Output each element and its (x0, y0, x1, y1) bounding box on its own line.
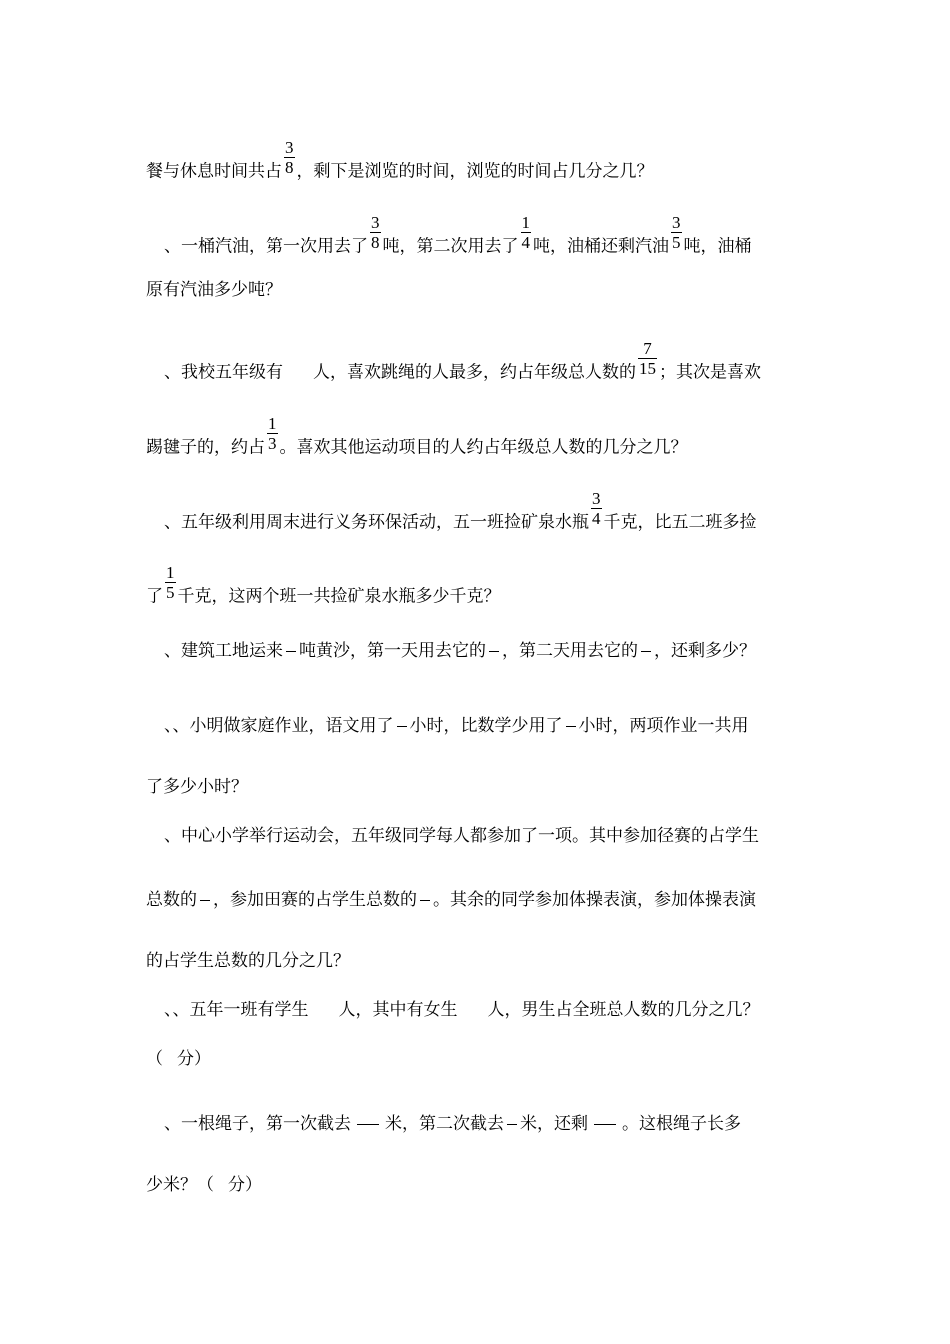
text: 分） (228, 1175, 262, 1195)
text: ，第二天用去它的 (502, 641, 638, 661)
problem-6-line-2 (146, 890, 756, 910)
blank-fraction (397, 726, 407, 727)
fraction-1-4 (521, 213, 532, 252)
text: 、我校五年级有 (164, 362, 283, 383)
text: 餐与休息时间共占 (146, 161, 282, 182)
problem-1-line-2 (146, 280, 282, 300)
text: 总数的 (146, 890, 197, 910)
text: 、、五年一班有学生 (164, 1000, 309, 1020)
denominator: 5 (672, 233, 681, 252)
problem-8-line-2 (146, 1175, 262, 1195)
denominator: 4 (521, 233, 530, 252)
fraction-3-4 (591, 489, 602, 528)
text: 吨，第二次用去了 (382, 236, 519, 257)
text: ，参加田赛的占学生总数的 (213, 890, 417, 910)
blank-fraction (357, 1124, 379, 1125)
problem-7-line-2 (146, 1049, 211, 1069)
text: 吨黄沙，第一天用去它的 (299, 641, 486, 661)
problem-4-line-1 (164, 641, 756, 661)
text: 少米？（ (146, 1175, 214, 1195)
text: 千克，比五二班多捡 (603, 512, 757, 533)
problem-2-line-1 (164, 339, 761, 392)
blank-fraction (420, 900, 430, 901)
numerator: 3 (672, 213, 681, 232)
numerator: 1 (268, 414, 277, 433)
text: 人，喜欢跳绳的人最多，约占年级总人数的 (313, 362, 636, 383)
denominator: 8 (371, 233, 380, 252)
blank-fraction (286, 651, 296, 652)
fraction-3-8 (284, 138, 295, 177)
text: 、、小明做家庭作业，语文用了 (164, 716, 394, 736)
blank-fraction (507, 1124, 517, 1125)
denominator: 4 (592, 509, 601, 528)
fraction-3-8 (370, 213, 381, 252)
fraction-3-5 (671, 213, 682, 252)
fraction-1-5 (165, 563, 176, 602)
numerator: 3 (592, 489, 601, 508)
numerator: 7 (638, 339, 657, 359)
problem-5-line-2 (146, 777, 248, 797)
text: 小时，比数学少用了 (409, 716, 563, 736)
text: 、五年级利用周末进行义务环保活动，五一班捡矿泉水瓶 (164, 512, 589, 533)
blank-fraction (641, 651, 651, 652)
denominator: 5 (166, 583, 175, 602)
text: 的占学生总数的几分之几？ (146, 951, 350, 971)
denominator: 8 (285, 158, 294, 177)
text: 、一桶汽油，第一次用去了 (164, 236, 368, 257)
problem-2-line-2 (146, 414, 688, 467)
denominator: 3 (268, 434, 277, 453)
text: 人，其中有女生 (338, 1000, 458, 1020)
problem-7-line-1 (164, 1000, 760, 1020)
problem-3-line-2 (146, 563, 501, 616)
text: 原有汽油多少吨？ (146, 280, 282, 300)
text: 。其余的同学参加体操表演，参加体操表演 (433, 890, 756, 910)
text: 小时，两项作业一共用 (578, 716, 749, 736)
text: 。这根绳子长多 (622, 1114, 741, 1134)
text: 踢毽子的，约占 (146, 437, 265, 458)
problem-8-line-1 (164, 1114, 741, 1134)
problem-5-line-1 (164, 716, 749, 736)
text: 千克，这两个班一共捡矿泉水瓶多少千克？ (177, 586, 501, 607)
blank-fraction (200, 900, 210, 901)
problem-3-line-1 (164, 489, 757, 542)
numerator: 3 (285, 138, 294, 157)
text: 了 (146, 586, 163, 607)
text: 、一根绳子，第一次截去 (164, 1114, 351, 1134)
problem-6-line-3 (146, 951, 350, 971)
fraction-1-3 (267, 414, 278, 453)
fraction-7-15 (638, 339, 657, 378)
text: 吨，油桶 (683, 236, 752, 257)
numerator: 1 (521, 213, 530, 232)
problem-1-line-1 (164, 213, 752, 266)
text: ，剩下是浏览的时间，浏览的时间占几分之几？ (296, 161, 654, 182)
numerator: 1 (166, 563, 175, 582)
text: 、建筑工地运来 (164, 641, 283, 661)
text: 、中心小学举行运动会，五年级同学每人都参加了一项。其中参加径赛的占学生 (164, 826, 759, 846)
numerator: 3 (371, 213, 380, 232)
text: 了多少小时？ (146, 777, 248, 797)
denominator: 15 (639, 359, 656, 378)
text: 人，男生占全班总人数的几分之几？ (487, 1000, 760, 1020)
text: （ (146, 1049, 163, 1069)
text: 分） (177, 1049, 211, 1069)
blank-fraction (566, 726, 576, 727)
text: ；其次是喜欢 (659, 362, 761, 383)
text: 米，还剩 (520, 1114, 588, 1134)
problem-0-line-1 (146, 138, 654, 191)
blank-fraction (594, 1124, 616, 1125)
text: 。喜欢其他运动项目的人约占年级总人数的几分之几？ (279, 437, 688, 458)
text: 吨，油桶还剩汽油 (533, 236, 669, 257)
blank-fraction (489, 651, 499, 652)
text: 米，第二次截去 (385, 1114, 504, 1134)
text: ，还剩多少？ (654, 641, 756, 661)
problem-6-line-1 (164, 826, 759, 846)
